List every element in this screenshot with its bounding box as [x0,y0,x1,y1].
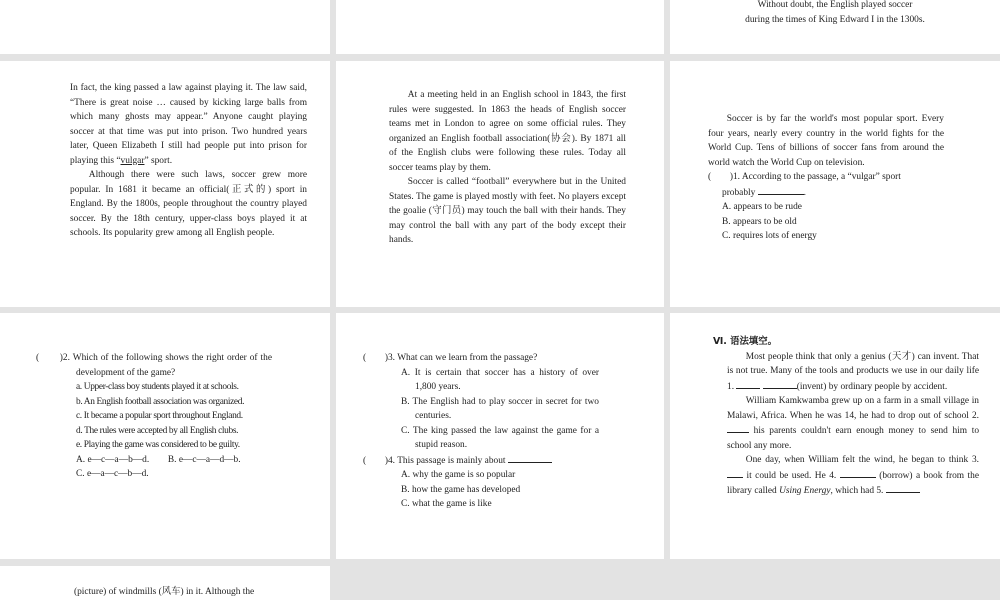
underlined-word: vulgar [120,155,145,166]
grammar-exercise [713,335,980,499]
paragraph [70,81,307,168]
page-panel-top-left [0,0,330,54]
option-line-2: C. e—a—c—b—d. [76,469,149,479]
paragraph: At a meeting held in an English school in 1843, the first rules were suggested. In 1863 the heads of English soccer teams met in London to agree on some official rules. They organized an English football association(协会). By 1871 all of the English clubs were following these rules. Today all soccer teams play by them. [389,90,626,173]
question-4-stem [363,453,599,469]
option-a: A. It is certain that soccer has a history of over 1,800 years. [401,367,599,392]
order-item-c: c. It became a popular sport throughout England. [76,411,243,421]
passage-continuation [74,585,314,600]
text-line: during the times of King Edward I in the 1300s. [745,14,925,25]
book-title: Using Energy [779,486,831,496]
text-line: Without doubt, the English played soccer [757,0,913,10]
page-panel-top-middle [336,0,664,54]
option-c: C. The king passed the law against the game for a stupid reason. [401,425,599,450]
option-b: B. how the game has developed [401,484,521,495]
paragraph [727,453,979,499]
option-c: C. what the game is like [401,499,492,509]
question-2-stem: ( )2. Which of the following shows the right order of the development of the game? [36,353,272,378]
passage-text [389,88,626,248]
text-line: (picture) of windmills (风车) in it. Although the [74,587,255,597]
answer-blank-1[interactable] [736,379,760,389]
paragraph-text: William Kamkwamba grew up on a farm in a small village in Malawi, Africa. When he was 14, he had to drop out of school 2. [727,396,979,421]
order-item-b: b. An English football association was organized. [76,396,245,407]
paragraph-text: Most people think that only a genius (天才) can invent. That is not true. Many of the tools and products we use in our daily life 1. [727,351,979,392]
page-panel-passage-history [0,61,330,307]
section-heading: Ⅵ. 语法填空。 [713,336,778,347]
option-b: B. The English had to play soccer in secret for two centuries. [401,396,599,421]
paragraph [727,350,979,395]
order-item-d: d. The rules were accepted by all English clubs. [76,425,239,436]
question-1-stem: ( )1. According to the passage, a “vulgar” sport [708,172,901,182]
question-block [363,351,599,512]
answer-blank[interactable] [758,185,804,195]
answer-blank-2[interactable] [727,423,749,433]
passage-continuation [670,0,1000,27]
order-item-a: a. Upper-class boy students played it at schools. [76,382,239,392]
paragraph-text: ” sport. [144,155,173,166]
answer-blank[interactable] [508,453,552,463]
passage-text [708,112,944,244]
option-b: B. appears to be old [722,216,797,227]
order-item-e: e. Playing the game was considered to be guilty. [76,440,240,450]
page-panel-grammar-fill [670,313,1000,559]
answer-blank-3[interactable] [727,468,743,478]
paragraph-text: (invent) by ordinary people by accident. [796,381,948,392]
option-line-1: A. e—c—a—b—d. B. e—c—a—d—b. [76,454,241,465]
paragraph-text: it could be used. He 4. [746,470,837,481]
paragraph: Soccer is by far the world's most popular sport. Every four years, nearly every country in the world fights for the World Cup. Tens of billions of soccer fans from around the world watch the World Cup on television. [708,114,944,168]
option-c: C. requires lots of energy [722,231,817,241]
page-panel-question-2 [0,313,330,559]
passage-text [70,81,307,241]
answer-blank-1-cont[interactable] [763,379,797,389]
question-1-stem-line2: probably . [708,185,944,201]
question-block [36,351,272,482]
question-text: ( )4. This passage is mainly about [363,455,506,466]
paragraph-text: One day, when William felt the wind, he began to think 3. [745,455,979,465]
answer-blank-5[interactable] [886,483,920,493]
page-panel-top-right [670,0,1000,54]
paragraph-text: , which had 5. [830,486,884,496]
option-a: A. appears to be rude [722,202,802,212]
paragraph-text: In fact, the king passed a law against playing it. The law said, “There is great noise … caused by kicking large balls from which many ghosts may appear.” Anyone caught playing soccer at that time was put into prison. Two hundred years later, Queen Elizabeth I still had people put into prison for playing this “ [70,83,307,166]
paragraph: Although there were such laws, soccer grew more popular. In 1681 it became an official(正式的) sport in England. By the 1800s, people throughout the country played soccer. By the 18th century, upper-class boys played it at schools. Its popularity grew among all English people. [70,170,307,238]
page-panel-questions-3-4 [336,313,664,559]
option-a: A. why the game is so popular [401,470,516,480]
paragraph-text: (borrow) a book from the library called [727,470,980,496]
page-panel-bottom-left [0,566,330,600]
paragraph: Soccer is called “football” everywhere but in the United States. The game is played mostly with feet. No players except the goalie (守门员) may touch the ball with their hands. They may control the ball with any part of the body except their hands. [389,177,626,245]
paragraph-text: his parents couldn't earn enough money to send him to school any more. [727,426,980,451]
page-panel-passage-worldcup [670,61,1000,307]
question-text: probably [722,187,756,198]
question-3-stem: ( )3. What can we learn from the passage? [363,353,538,363]
answer-blank-4[interactable] [840,468,876,478]
page-panel-passage-rules [336,61,664,307]
paragraph [727,394,979,453]
